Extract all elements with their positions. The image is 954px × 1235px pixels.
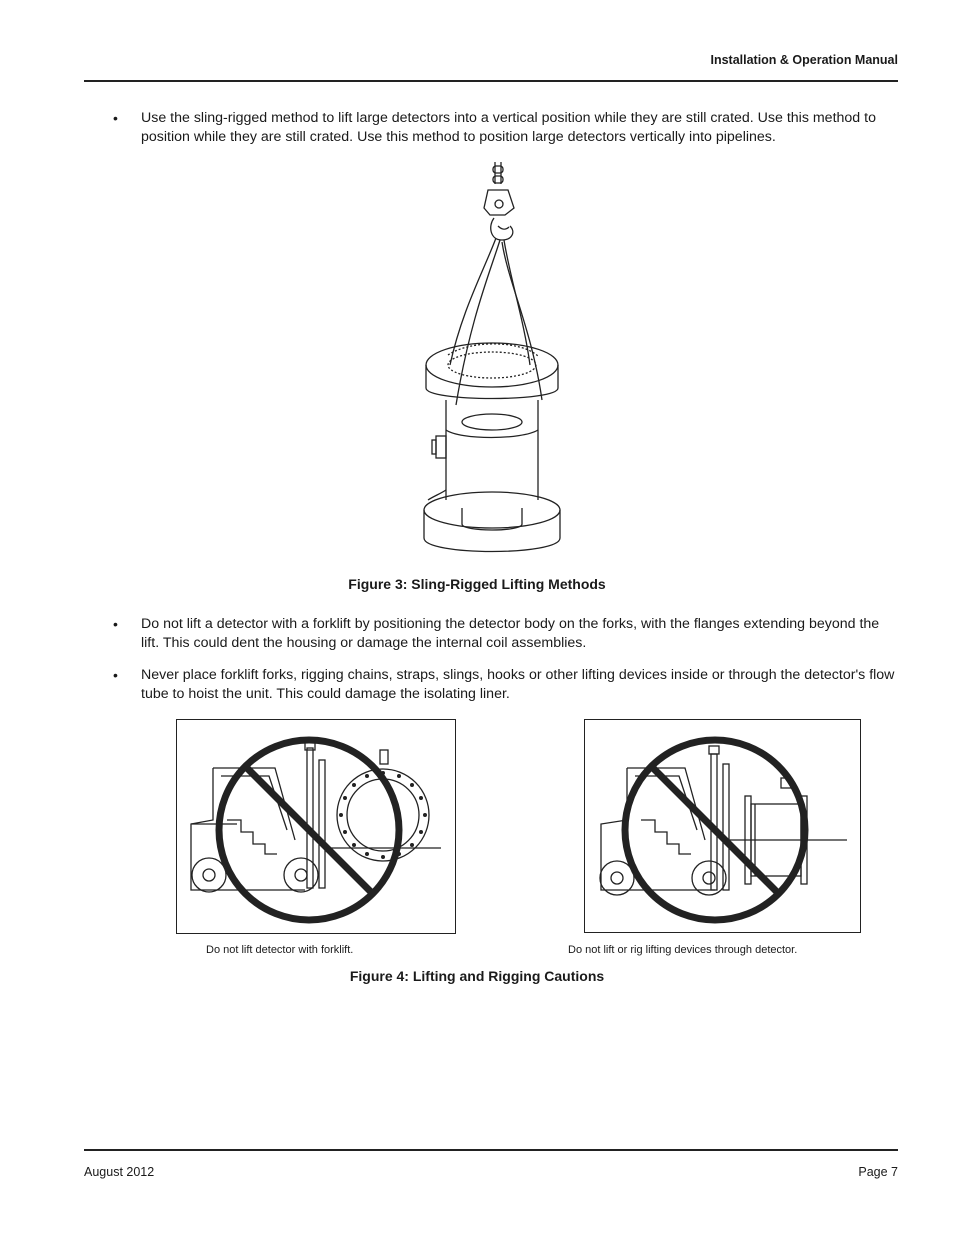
bullet-text-rigging: Never place forklift forks, rigging chains, straps, slings, hooks or other lifting devices inside or through the detector's flow tube to hoist the unit. This could damage the isolating liner. [141, 667, 895, 702]
header-title: Installation & Operation Manual [710, 53, 898, 67]
footer-date: August 2012 [84, 1165, 155, 1179]
figure-4-caption: Figure 4: Lifting and Rigging Cautions [349, 968, 605, 984]
footer-rule [84, 1149, 898, 1151]
bullet-marker: • [113, 110, 118, 126]
figure-4-left-caption: Do not lift detector with forklift. [206, 944, 354, 956]
header-rule [84, 80, 898, 82]
bullet-text-forklift: Do not lift a detector with a forklift by positioning the detector body on the forks, with the flanges extending beyond the lift. This could dent the housing or damage the internal coil assemblies. [141, 616, 880, 651]
figure-4-right-caption: Do not lift or rig lifting devices through detector. [568, 944, 798, 956]
figure-4-right-illustration [584, 719, 861, 933]
bullet-marker: • [113, 616, 118, 632]
figure-3-caption: Figure 3: Sling-Rigged Lifting Methods [348, 576, 606, 592]
figure-4-left-illustration [176, 719, 456, 934]
bullet-text-sling: Use the sling-rigged method to lift large detectors into a vertical position while they are still crated. Use this method to position while they are still crated. Use this method to position large detectors vertically into pipelines. [141, 110, 876, 145]
footer-page-number: Page 7 [858, 1165, 898, 1179]
bullet-marker: • [113, 667, 118, 683]
figure-3-illustration [410, 160, 570, 570]
